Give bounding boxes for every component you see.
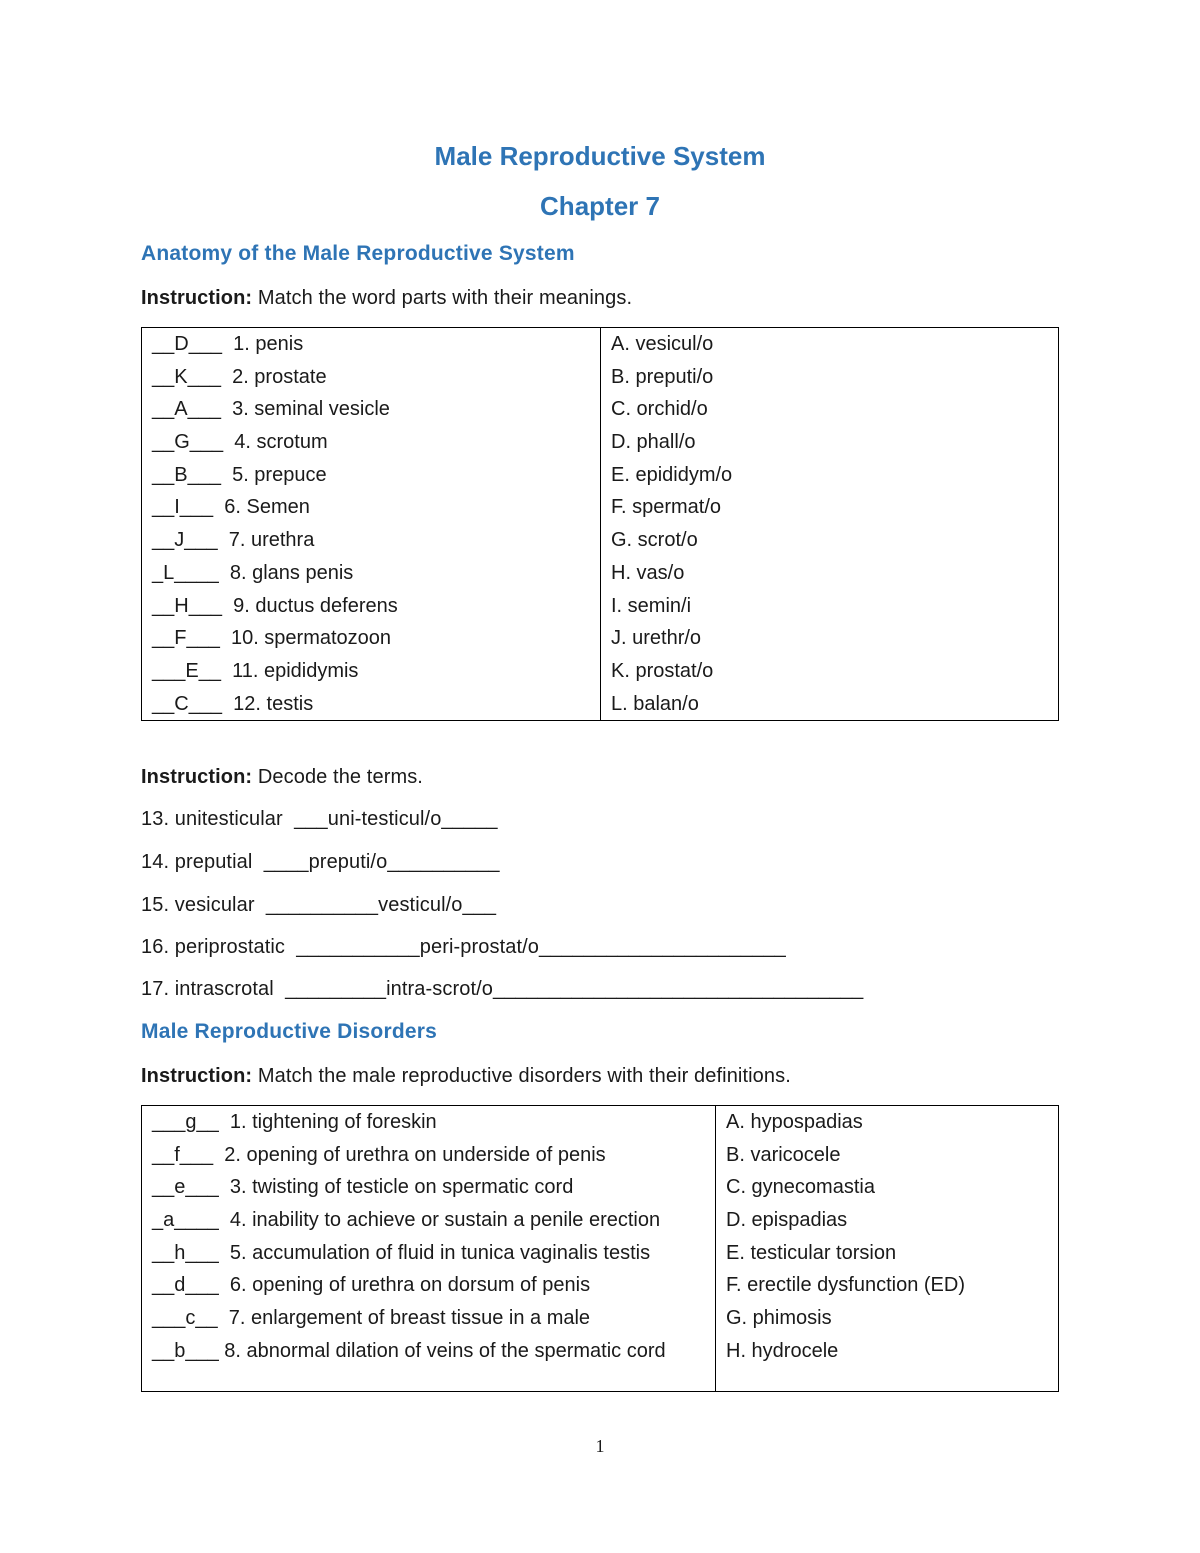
meaning-row: G. scrot/o: [611, 529, 698, 552]
anatomy-match-table: [141, 327, 1059, 721]
definition-row: A. hypospadias: [726, 1111, 863, 1133]
term-row: __H___ 9. ductus deferens: [152, 594, 398, 617]
meaning-row: I. semin/i: [611, 594, 692, 617]
term-row: _L____ 8. glans penis: [152, 561, 354, 584]
term-row: __K___ 2. prostate: [152, 365, 327, 388]
page-number: 1: [595, 1436, 605, 1456]
disorder-row: __e___ 3. twisting of testicle on spermatic cord: [152, 1176, 574, 1199]
disorder-row: ___c__ 7. enlargement of breast tissue in a male: [152, 1307, 591, 1330]
definition-row: C. gynecomastia: [726, 1176, 875, 1199]
disorder-row: __f___ 2. opening of urethra on underside of penis: [152, 1143, 606, 1166]
definition-row: E. testicular torsion: [726, 1241, 897, 1264]
decode-item: 17. intrascrotal _________intra-scrot/o_________________________________: [141, 978, 864, 1000]
term-row: __G___ 4. scrotum: [152, 431, 328, 454]
disorder-row: __d___ 6. opening of urethra on dorsum of penis: [152, 1274, 591, 1297]
meaning-row: J. urethr/o: [611, 627, 702, 650]
instruction-match-disorders: [141, 1065, 791, 1088]
term-row: __B___ 5. prepuce: [152, 463, 327, 486]
anatomy-meanings-column: [601, 328, 1059, 721]
section-heading-anatomy: Anatomy of the Male Reproductive System: [141, 242, 575, 265]
instruction-text: Decode the terms.: [252, 766, 423, 788]
instruction-label: Instruction:: [141, 287, 253, 309]
definition-row: D. epispadias: [726, 1209, 848, 1232]
decode-item: 15. vesicular __________vesticul/o___: [141, 894, 497, 916]
instruction-text: Match the word parts with their meanings.: [252, 287, 633, 309]
definition-row: F. erectile dysfunction (ED): [726, 1274, 965, 1297]
disorder-row: __b___ 8. abnormal dilation of veins of the spermatic cord: [152, 1339, 666, 1362]
decode-item: 14. preputial ____preputi/o__________: [141, 851, 500, 873]
disorder-row: _a____ 4. inability to achieve or sustain a penile erection: [152, 1209, 661, 1232]
disorders-match-table: [141, 1105, 1059, 1392]
disorder-row: __h___ 5. accumulation of fluid in tunica vaginalis testis: [152, 1241, 651, 1264]
document-title: Male Reproductive System: [434, 141, 766, 171]
section-heading-disorders: Male Reproductive Disorders: [141, 1020, 437, 1043]
term-row: __C___ 12. testis: [152, 692, 314, 715]
instruction-match-word-parts: [141, 287, 632, 310]
meaning-row: A. vesicul/o: [611, 333, 714, 355]
disorders-column: [142, 1106, 716, 1392]
term-row: __I___ 6. Semen: [152, 496, 310, 519]
decode-item: 16. periprostatic ___________peri-prostat/o______________________: [141, 936, 786, 958]
disorder-row: ___g__ 1. tightening of foreskin: [152, 1111, 437, 1133]
term-row: __A___ 3. seminal vesicle: [152, 398, 390, 421]
meaning-row: K. prostat/o: [611, 659, 714, 682]
meaning-row: D. phall/o: [611, 431, 696, 454]
term-row: __J___ 7. urethra: [152, 529, 315, 552]
meaning-row: E. epididym/o: [611, 463, 733, 486]
instruction-label: Instruction:: [141, 766, 253, 788]
term-row: __D___ 1. penis: [152, 333, 304, 355]
meaning-row: L. balan/o: [611, 692, 699, 715]
instruction-decode: [141, 766, 423, 789]
term-row: __F___ 10. spermatozoon: [152, 627, 392, 650]
definition-row: B. varicocele: [726, 1143, 841, 1166]
term-row: ___E__ 11. epididymis: [152, 659, 359, 682]
definitions-column: [716, 1106, 1059, 1392]
decode-item: 13. unitesticular ___uni-testicul/o_____: [141, 808, 498, 830]
chapter-title: Chapter 7: [540, 191, 660, 221]
definition-row: H. hydrocele: [726, 1339, 839, 1362]
definition-row: G. phimosis: [726, 1307, 832, 1330]
meaning-row: C. orchid/o: [611, 398, 708, 421]
meaning-row: F. spermat/o: [611, 496, 722, 519]
meaning-row: B. preputi/o: [611, 365, 714, 388]
instruction-label: Instruction:: [141, 1065, 253, 1087]
instruction-text: Match the male reproductive disorders with their definitions.: [252, 1065, 791, 1087]
meaning-row: H. vas/o: [611, 561, 685, 584]
anatomy-terms-column: [142, 328, 601, 721]
